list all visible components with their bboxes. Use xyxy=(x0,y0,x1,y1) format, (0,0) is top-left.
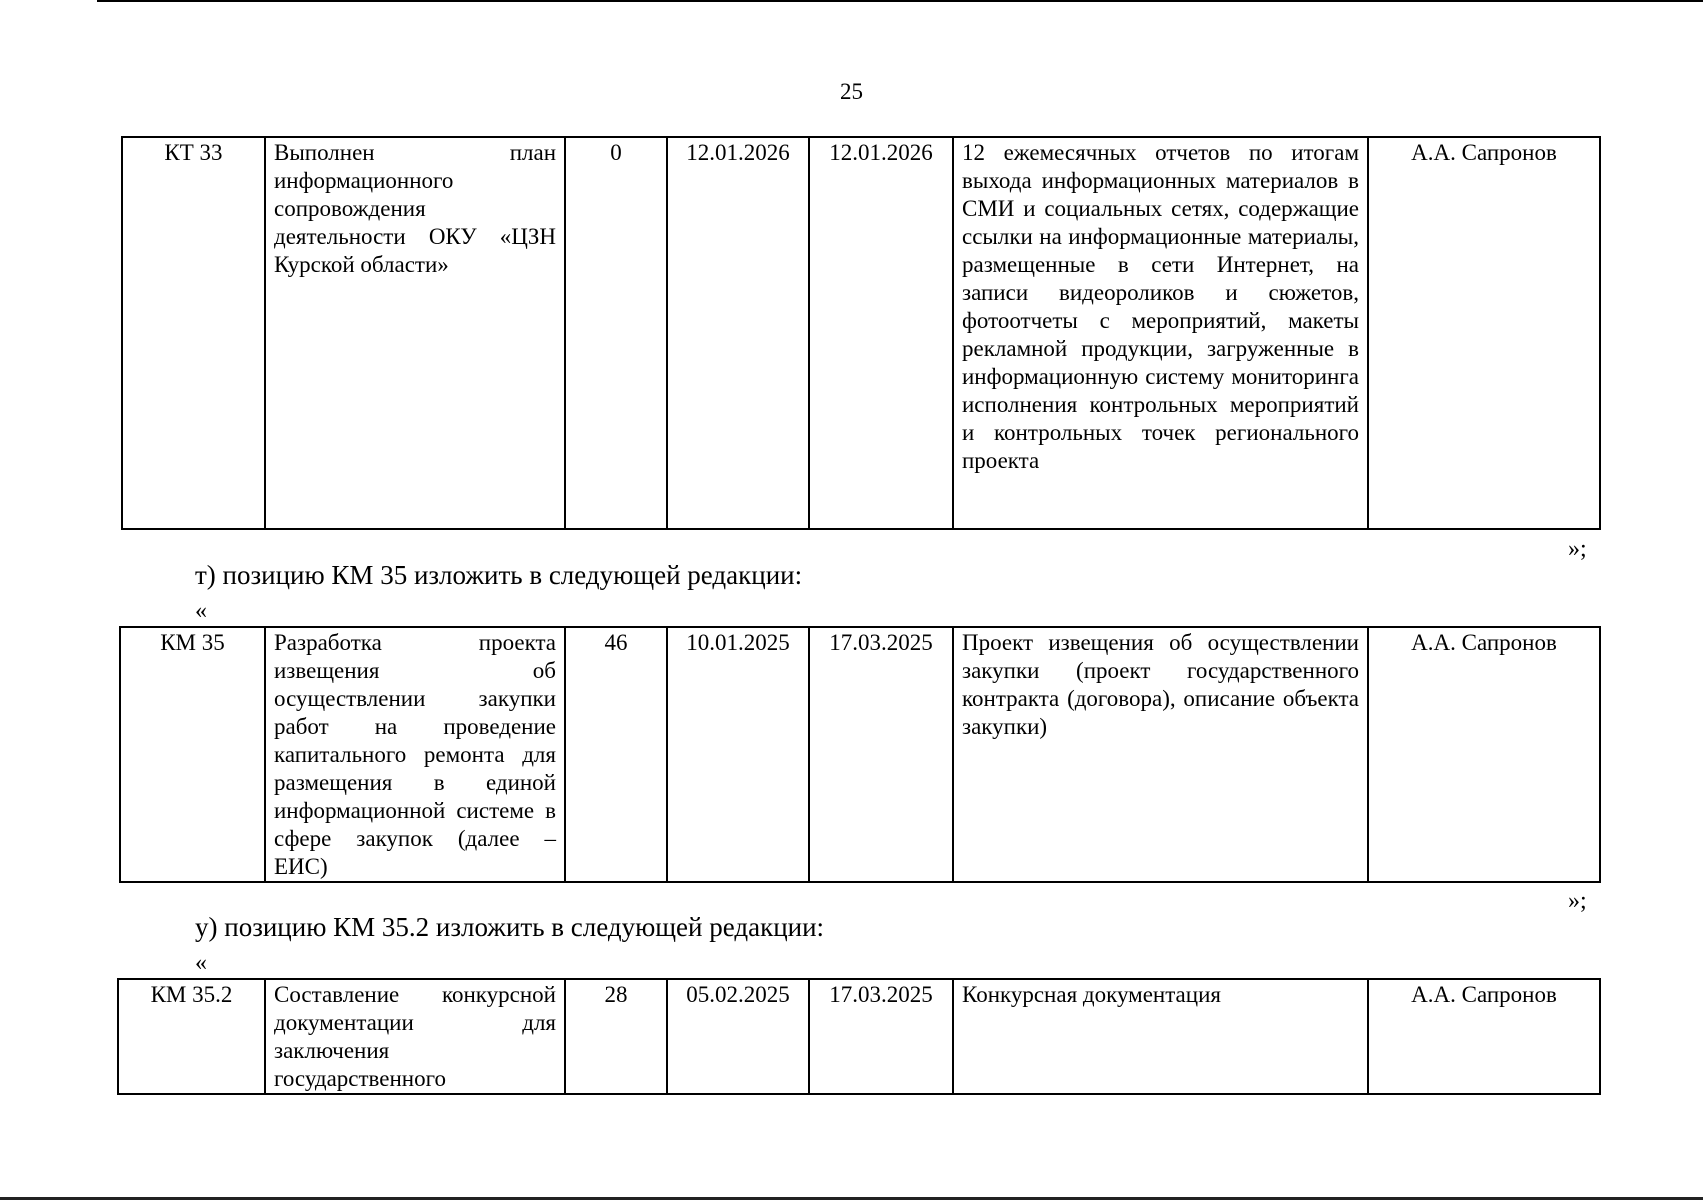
closing-quote: »; xyxy=(1568,888,1587,914)
item-result: 12 ежемесячных отчетов по итогам выхода информационных материалов в СМИ и социальных сетях, содержащие ссылки на информационные материалы, размещенные в сети Интернет, на записи видеороликов и сюжетов, фотоотчеты с мероприятий, макеты рекламной продукции, загруженные в информационную систему мониторинга исполнения контрольных мероприятий и контрольных точек регионального проекта xyxy=(953,137,1368,529)
item-result: Конкурсная документация xyxy=(953,979,1368,1094)
page-number: 25 xyxy=(840,79,863,104)
end-date: 17.03.2025 xyxy=(809,627,953,882)
responsible-person: А.А. Сапронов xyxy=(1368,979,1600,1094)
table-km35 xyxy=(119,626,1601,883)
end-date: 17.03.2025 xyxy=(809,979,953,1094)
item-code: КТ 33 xyxy=(122,137,265,529)
opening-quote: « xyxy=(195,598,207,624)
end-date: 12.01.2026 xyxy=(809,137,953,529)
table-row xyxy=(118,979,1600,1094)
item-name: Составление конкурсной документации для заключения государственного xyxy=(265,979,565,1094)
section-heading: т) позицию КМ 35 изложить в следующей редакции: xyxy=(195,560,803,590)
start-date: 12.01.2026 xyxy=(667,137,809,529)
start-date: 10.01.2025 xyxy=(667,627,809,882)
item-name: Выполнен план информационного сопровождения деятельности ОКУ «ЦЗН Курской области» xyxy=(265,137,565,529)
opening-quote: « xyxy=(195,950,207,976)
item-code: КМ 35 xyxy=(120,627,265,882)
table-kt33 xyxy=(121,136,1601,530)
item-number: 0 xyxy=(565,137,667,529)
item-name: Разработка проекта извещения об осуществлении закупки работ на проведение капитального ремонта для размещения в единой информационной системе в сфере закупок (далее – ЕИС) xyxy=(265,627,565,882)
item-number: 46 xyxy=(565,627,667,882)
item-number: 28 xyxy=(565,979,667,1094)
table-row xyxy=(122,137,1600,529)
responsible-person: А.А. Сапронов xyxy=(1368,137,1600,529)
closing-quote: »; xyxy=(1568,536,1587,562)
item-code: КМ 35.2 xyxy=(118,979,265,1094)
item-result: Проект извещения об осуществлении закупки (проект государственного контракта (договора), описание объекта закупки) xyxy=(953,627,1368,882)
section-heading: у) позицию КМ 35.2 изложить в следующей редакции: xyxy=(195,912,825,942)
start-date: 05.02.2025 xyxy=(667,979,809,1094)
top-scan-edge xyxy=(97,0,1703,2)
responsible-person: А.А. Сапронов xyxy=(1368,627,1600,882)
table-km35-2 xyxy=(117,978,1601,1095)
table-row xyxy=(120,627,1600,882)
